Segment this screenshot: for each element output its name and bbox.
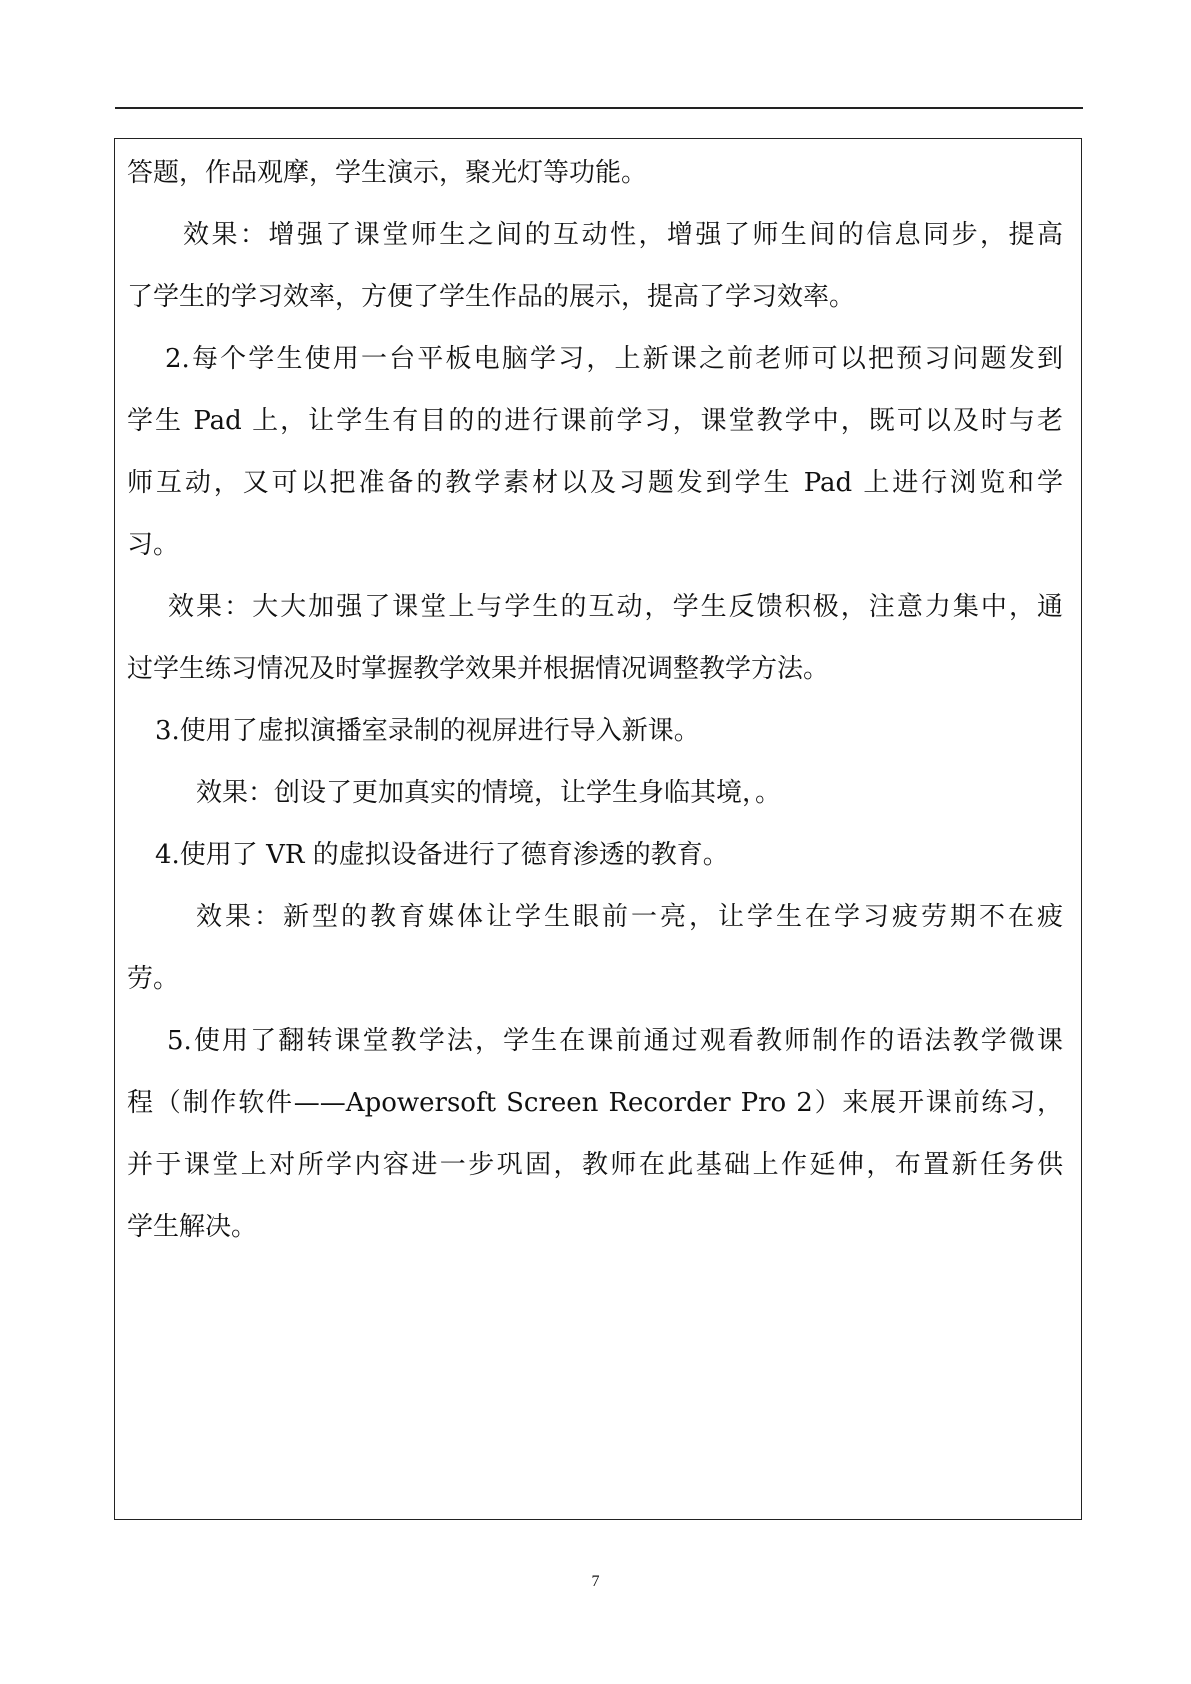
paragraph-line: 效果：创设了更加真实的情境，让学生身临其境，。 <box>196 778 782 808</box>
paragraph-line: 效果：增强了课堂师生之间的互动性，增强了师生间的信息同步，提高 <box>183 220 1063 250</box>
paragraph-line: 并于课堂上对所学内容进一步巩固，教师在此基础上作延伸，布置新任务供 <box>127 1150 1063 1180</box>
paragraph-line: 4.使用了 VR 的虚拟设备进行了德育渗透的教育。 <box>155 840 729 870</box>
paragraph-line: 2.每个学生使用一台平板电脑学习，上新课之前老师可以把预习问题发到 <box>165 344 1063 374</box>
paragraph-line: 师互动，又可以把准备的教学素材以及习题发到学生 Pad 上进行浏览和学 <box>127 468 1063 498</box>
paragraph-line: 了学生的学习效率，方便了学生作品的展示，提高了学习效率。 <box>127 282 856 312</box>
paragraph-line: 过学生练习情况及时掌握教学效果并根据情况调整教学方法。 <box>127 654 830 684</box>
page-number: 7 <box>591 1573 600 1590</box>
paragraph-line: 3.使用了虚拟演播室录制的视屏进行导入新课。 <box>155 716 700 746</box>
header-rule <box>115 107 1083 109</box>
paragraph-line: 学生解决。 <box>127 1212 258 1242</box>
paragraph-line: 程（制作软件——Apowersoft Screen Recorder Pro 2）来展开课前练习， <box>127 1088 1063 1118</box>
paragraph-line: 5.使用了翻转课堂教学法，学生在课前通过观看教师制作的语法教学微课 <box>167 1026 1063 1056</box>
paragraph-line: 效果：大大加强了课堂上与学生的互动，学生反馈积极，注意力集中，通 <box>168 592 1063 622</box>
paragraph-line: 答题，作品观摩，学生演示，聚光灯等功能。 <box>127 158 648 188</box>
paragraph-line: 效果：新型的教育媒体让学生眼前一亮，让学生在学习疲劳期不在疲 <box>196 902 1063 932</box>
paragraph-line: 习。 <box>127 530 180 560</box>
paragraph-line: 学生 Pad 上，让学生有目的的进行课前学习，课堂教学中，既可以及时与老 <box>127 406 1063 436</box>
paragraph-line: 劳。 <box>127 964 180 994</box>
